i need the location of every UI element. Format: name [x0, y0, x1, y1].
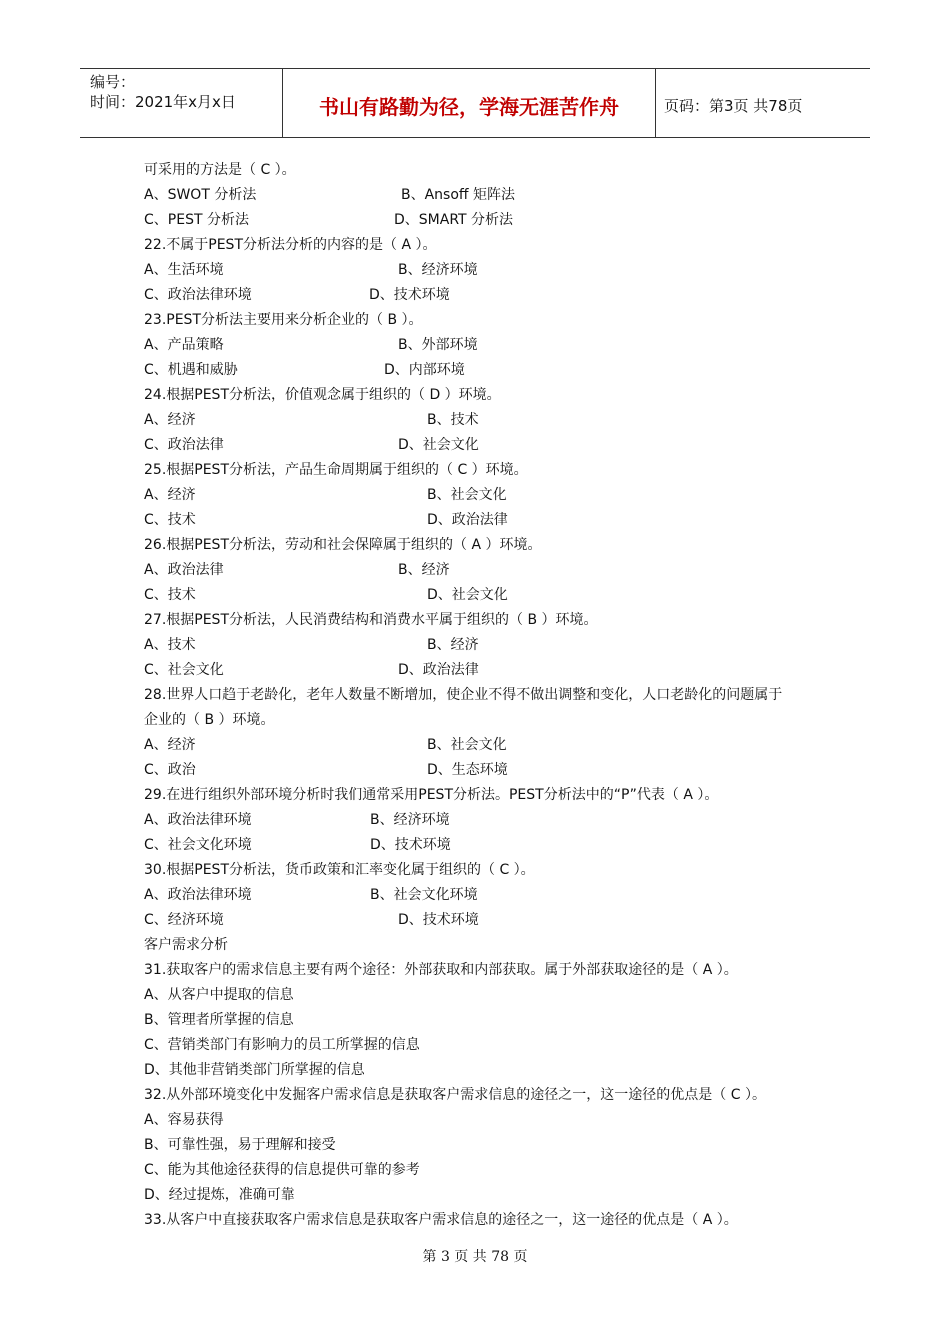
header-motto: 书山有路勤为径，学海无涯苦作舟: [319, 95, 619, 119]
text-line: [144, 308, 824, 333]
text-line: [144, 933, 824, 958]
line-text: 25.根据PEST分析法，产品生命周期属于组织的（ C ）环境。: [144, 462, 528, 478]
line-text: 企业的（ B ）环境。: [144, 712, 275, 728]
document-body: [144, 158, 824, 1233]
text-line: [144, 1133, 824, 1158]
text-line: [144, 533, 824, 558]
text-line: [144, 1208, 824, 1233]
line-text: A、政治法律环境: [144, 812, 252, 828]
option-text: D、政治法律: [427, 512, 508, 528]
line-text: A、政治法律环境: [144, 887, 252, 903]
text-line: [144, 433, 824, 458]
text-line: [144, 958, 824, 983]
line-text: C、政治法律: [144, 437, 224, 453]
line-text: 24.根据PEST分析法，价值观念属于组织的（ D ）环境。: [144, 387, 501, 403]
line-text: C、PEST 分析法: [144, 212, 249, 228]
option-text: D、技术环境: [370, 837, 451, 853]
text-line: [144, 983, 824, 1008]
text-line: [144, 358, 824, 383]
option-text: B、社会文化: [427, 737, 507, 753]
text-line: [144, 383, 824, 408]
line-text: A、SWOT 分析法: [144, 187, 257, 203]
text-line: [144, 758, 824, 783]
line-text: A、生活环境: [144, 262, 224, 278]
text-line: [144, 683, 824, 708]
text-line: [144, 1183, 824, 1208]
option-text: D、技术环境: [398, 912, 479, 928]
text-line: [144, 1008, 824, 1033]
line-text: 33.从客户中直接获取客户需求信息是获取客户需求信息的途径之一，这一途径的优点是（ A ）。: [144, 1212, 738, 1228]
line-text: A、政治法律: [144, 562, 224, 578]
page-footer: 第 3 页 共 78 页: [422, 1249, 528, 1265]
line-text: C、社会文化环境: [144, 837, 252, 853]
line-text: 32.从外部环境变化中发掘客户需求信息是获取客户需求信息的途径之一，这一途径的优点是（ C ）。: [144, 1087, 766, 1103]
option-text: B、经济: [427, 637, 479, 653]
line-text: 27.根据PEST分析法，人民消费结构和消费水平属于组织的（ B ）环境。: [144, 612, 598, 628]
line-text: 23.PEST分析法主要用来分析企业的（ B ）。: [144, 312, 423, 328]
header-right-cell: [656, 69, 870, 137]
text-line: [144, 158, 824, 183]
line-text: C、技术: [144, 587, 196, 603]
text-line: [144, 1158, 824, 1183]
text-line: [144, 1108, 824, 1133]
option-text: D、社会文化: [427, 587, 508, 603]
option-text: B、社会文化: [427, 487, 507, 503]
line-text: A、产品策略: [144, 337, 224, 353]
line-text: A、经济: [144, 737, 196, 753]
line-text: C、营销类部门有影响力的员工所掌握的信息: [144, 1037, 420, 1053]
option-text: D、社会文化: [398, 437, 479, 453]
text-line: [144, 558, 824, 583]
header-left-cell: [80, 69, 282, 137]
text-line: [144, 283, 824, 308]
line-text: C、社会文化: [144, 662, 224, 678]
header-page-info: 页码：第3页 共78页: [664, 97, 803, 115]
text-line: [144, 483, 824, 508]
option-text: B、经济环境: [370, 812, 450, 828]
text-line: [144, 658, 824, 683]
line-text: A、容易获得: [144, 1112, 224, 1128]
text-line: [144, 633, 824, 658]
text-line: [144, 783, 824, 808]
line-text: 31.获取客户的需求信息主要有两个途径：外部获取和内部获取。属于外部获取途径的是（ A ）。: [144, 962, 738, 978]
document-time-label: 时间：2021年x月x日: [90, 93, 236, 111]
line-text: 26.根据PEST分析法，劳动和社会保障属于组织的（ A ）环境。: [144, 537, 542, 553]
option-text: D、SMART 分析法: [394, 212, 514, 228]
option-text: B、经济: [398, 562, 450, 578]
line-text: D、经过提炼，准确可靠: [144, 1187, 295, 1203]
text-line: [144, 858, 824, 883]
line-text: 28.世界人口趋于老龄化，老年人数量不断增加，使企业不得不做出调整和变化，人口老龄化的问题属于: [144, 687, 783, 703]
text-line: [144, 258, 824, 283]
text-line: [144, 233, 824, 258]
line-text: A、技术: [144, 637, 196, 653]
option-text: B、经济环境: [398, 262, 478, 278]
text-line: [144, 458, 824, 483]
text-line: [144, 1033, 824, 1058]
line-text: A、经济: [144, 412, 196, 428]
option-text: D、生态环境: [427, 762, 508, 778]
text-line: [144, 908, 824, 933]
option-text: D、政治法律: [398, 662, 479, 678]
line-text: 29.在进行组织外部环境分析时我们通常采用PEST分析法。PEST分析法中的“P”代表（ A ）。: [144, 787, 719, 803]
option-text: D、技术环境: [369, 287, 450, 303]
line-text: D、其他非营销类部门所掌握的信息: [144, 1062, 365, 1078]
text-line: [144, 508, 824, 533]
text-line: [144, 733, 824, 758]
line-text: C、经济环境: [144, 912, 224, 928]
text-line: [144, 1058, 824, 1083]
line-text: 客户需求分析: [144, 937, 228, 953]
line-text: 22.不属于PEST分析法分析的内容的是（ A ）。: [144, 237, 437, 253]
text-line: [144, 583, 824, 608]
line-text: A、经济: [144, 487, 196, 503]
line-text: C、能为其他途径获得的信息提供可靠的参考: [144, 1162, 420, 1178]
line-text: C、机遇和威胁: [144, 362, 238, 378]
line-text: 30.根据PEST分析法，货币政策和汇率变化属于组织的（ C ）。: [144, 862, 535, 878]
text-line: [144, 608, 824, 633]
line-text: A、从客户中提取的信息: [144, 987, 294, 1003]
line-text: 可采用的方法是（ C ）。: [144, 162, 296, 178]
text-line: [144, 808, 824, 833]
page-header: [80, 68, 870, 138]
text-line: [144, 408, 824, 433]
text-line: [144, 833, 824, 858]
option-text: B、外部环境: [398, 337, 478, 353]
option-text: D、内部环境: [384, 362, 465, 378]
text-line: [144, 333, 824, 358]
line-text: C、政治: [144, 762, 196, 778]
line-text: C、技术: [144, 512, 196, 528]
option-text: B、技术: [427, 412, 479, 428]
option-text: B、社会文化环境: [370, 887, 478, 903]
text-line: [144, 708, 824, 733]
line-text: B、可靠性强，易于理解和接受: [144, 1137, 336, 1153]
text-line: [144, 208, 824, 233]
text-line: [144, 1083, 824, 1108]
option-text: B、Ansoff 矩阵法: [401, 187, 516, 203]
document-number-label: 编号：: [90, 73, 136, 91]
line-text: C、政治法律环境: [144, 287, 252, 303]
header-center-cell: [282, 69, 656, 137]
text-line: [144, 183, 824, 208]
line-text: B、管理者所掌握的信息: [144, 1012, 294, 1028]
text-line: [144, 883, 824, 908]
